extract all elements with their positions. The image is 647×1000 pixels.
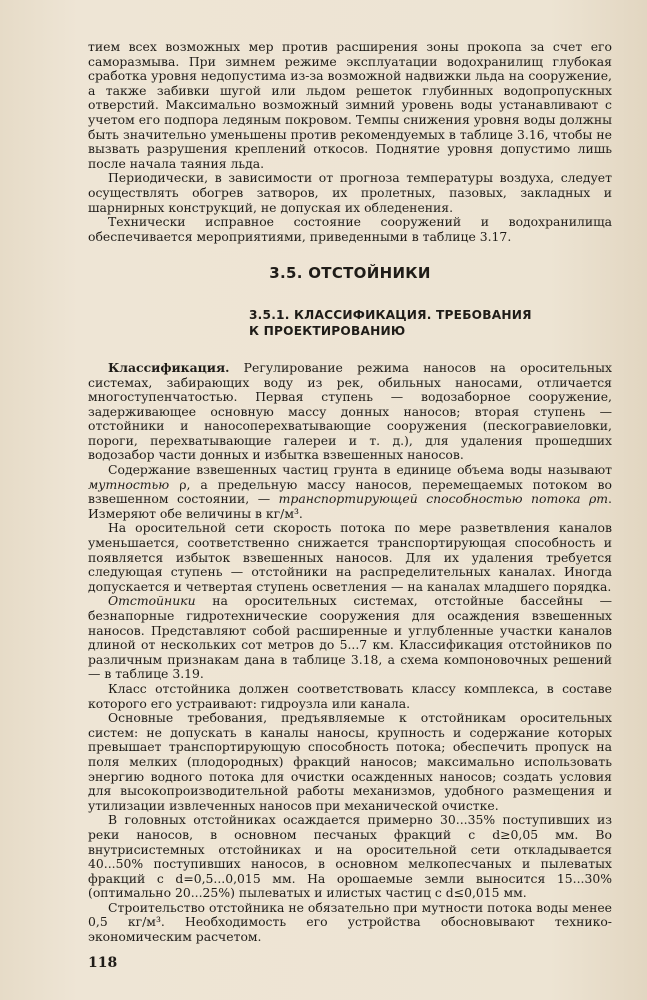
paragraph-network: На оросительной сети скорость потока по мере разветвления каналов уменьшается, соответственно снижается транспортирующая способность и появляется избыток взвешенных наносов. Для их удаления требуется следующая ступень — отстойники на распределительных каналах. Иногда допускается и четвертая ступень осветления — на каналах младшего порядка. [88,520,612,594]
paragraph-requirements: Основные требования, предъявляемые к отстойникам оросительных систем: не допускать в каналы наносы, крупность и содержание которых превышает транспортирующую способность потока; обеспечить пропуск на поля мелких (плодородных) фракций наносов; максимально использовать энергию водного потока для очистки осажденных наносов; создать условия для высокопроизводительной работы механизмов, удобного размещения и утилизации извлеченных наносов при механической очистке. [88,710,612,813]
subsection-title [249,307,612,339]
paragraph-technical-state: Технически исправное состояние сооружений и водохранилища обеспечивается мероприятиями, приведенными в таблице 3.17. [88,214,612,244]
term-transport-capacity: транспортирующей способностью потока [278,491,581,507]
settlers-text: на оросительных системах, отстойные бассейны — безнапорные гидротехнические сооружения для осаждения взвешенных наносов. Представляют собой расширенные и углубленные участки каналов длиной от нескольких сот метров до 5...7 км. Классификация отстойников по различным признакам дана в таблице 3.18, а схема компоновочных решений — в таблице 3.19. [88,593,612,682]
paragraph-classification [88,361,612,463]
term-turbidity: мутностью [88,476,170,492]
symbol-rho-t: ρт [580,491,609,507]
subsection-title-line2: К ПРОЕКТИРОВАНИЮ [249,323,406,338]
paragraph-particles [88,463,612,521]
term-settlers: Отстойники [108,593,196,609]
run-in-heading: Классификация. [108,359,230,375]
page-number: 118 [88,955,118,971]
paragraph-construction: Строительство отстойника не обязательно при мутности потока воды менее 0,5 кг/м³. Необходимость его устройства обосновывают технико-экономическим расчетом. [88,899,612,945]
paragraph-head-settlers: В головных отстойниках осаждается примерно 30...35% поступивших из реки наносов, в основном песчаных фракций с d≥0,05 мм. Во внутрисистемных отстойниках и на оросительной сети откладывается 40...50% поступивших наносов, в основном мелкопесчаных и пылеватых фракций с d=0,5...0,015 мм. На орошаемые земли выносится 15...30% (оптимально 20...25%) пылеватых и илистых частиц с d≤0,015 мм. [88,812,612,901]
paragraph-intro-continued: тием всех возможных мер против расширения зоны прокопа за счет его саморазмыва. При зимнем режиме эксплуатации водохранилищ глубокая сработка уровня недопустима из-за возможной надвижки льда на сооружение, а также забивки шугой или льдом решеток глубинных водопропускных отверстий. Максимально возможный зимний уровень воды устанавливают с учетом его подпора ледяным покровом. Темпы снижения уровня воды должны быть значительно уменьшены против рекомендуемых в таблице 3.16, чтобы не вызвать разрушения креплений откосов. Поднятие уровня допустимо лишь после начала таяния льда. [88,39,612,171]
paragraph-class: Класс отстойника должен соответствовать классу комплекса, в составе которого его устраивают: гидроузла или канала. [88,680,612,711]
classification-text: Регулирование режима наносов на оросительных системах, забирающих воду из рек, обильных наносами, отличается многоступенчатостью. Первая ступень — водозаборное сооружение, задерживающее основную массу донных наносов; вторая ступень — отстойники и наноcоперехватывающие сооружения (пескогравиеловки, пороги, перехватывающие галереи и т. д.), для удаления прошедших водозабор части донных и избытка взвешенных наносов. [88,359,612,463]
particles-text-3: . Измеряют обе величины в кг/м³. [88,491,612,521]
section-title: 3.5. ОТСТОЙНИКИ [269,264,431,283]
subsection-title-line1: 3.5.1. КЛАССИФИКАЦИЯ. ТРЕБОВАНИЯ [249,307,532,322]
particles-text-1: Содержание взвешенных частиц грунта в единице объема воды называют [108,462,612,478]
page-body [88,40,612,945]
particles-text-2: ρ, а предельную массу наносов, перемещаемых потоком во взвешенном состоянии, — [88,476,612,507]
paragraph-settlers [88,594,612,682]
paragraph-heating: Периодически, в зависимости от прогноза температуры воздуха, следует осуществлять обогрев затворов, их пролетных, пазовых, закладных и шарнирных конструкций, не допуская их обледенения. [88,170,612,215]
